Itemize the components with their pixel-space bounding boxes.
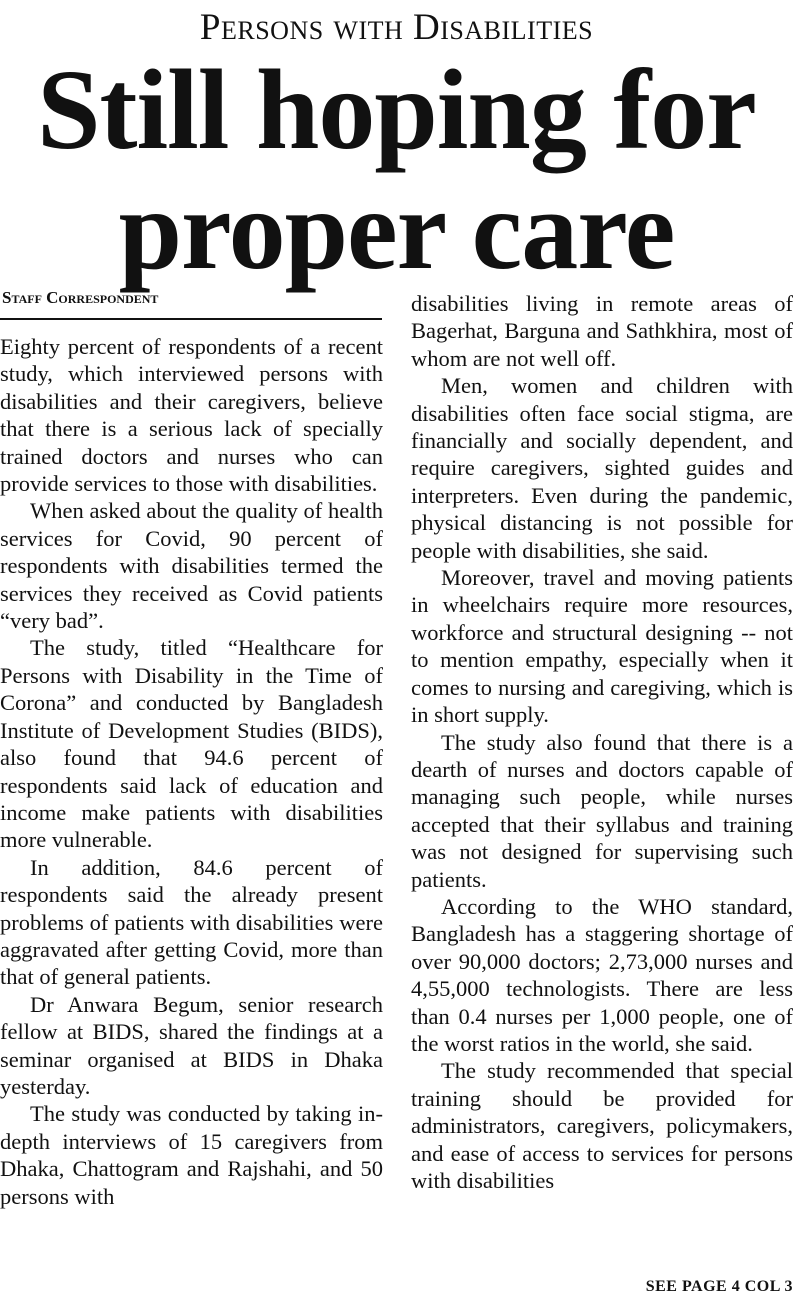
paragraph: The study also found that there is a dearth of nurses and doctors capable of managing such people, while nurses accepted that their syllabus and training was not designed for supervising such patients. [411,729,793,892]
headline-line-2: proper care [118,166,675,293]
paragraph: According to the WHO standard, Bangladesh has a staggering shortage of over 90,000 doctors; 2,73,000 nurses and 4,55,000 technologists. There are less than 0.4 nurses per 1,000 people, one of the worst ratios in the world, she said. [411,893,793,1056]
paragraph: The study recommended that special training should be provided for administrators, caregivers, policymakers, and ease of access to services for persons with disabilities [411,1058,793,1193]
continuation-jump-line: SEE PAGE 4 COL 3 [645,1278,793,1295]
byline-divider [0,318,382,320]
paragraph: Men, women and children with disabilities often face social stigma, are financially and socially dependent, and require caregivers, sighted guides and interpreters. Even during the pandemic, physical distancing is not possible for people with disabilities, she said. [411,373,793,563]
paragraph: When asked about the quality of health services for Covid, 90 percent of respondents with disabilities termed the services they received as Covid patients “very bad”. [0,498,383,634]
paragraph: Moreover, travel and moving patients in wheelchairs require more resources, workforce and structural designing -- not to mention empathy, especially when it comes to nursing and caregiving, which is in short supply. [411,565,793,728]
section-kicker: Persons with Disabilities [199,7,594,48]
paragraph: The study, titled “Healthcare for Persons with Disability in the Time of Corona” and conducted by Bangladesh Institute of Development Studies (BIDS), also found that 94.6 percent of respondents said lack of education and income make patients with disabilities more vulnerable. [0,635,383,853]
paragraph: Dr Anwara Begum, senior research fellow at BIDS, shared the findings at a seminar organised at BIDS in Dhaka yesterday. [0,991,383,1099]
paragraph: Eighty percent of respondents of a recent study, which interviewed persons with disabilities and their caregivers, believe that there is a serious lack of specially trained doctors and nurses who can provide services to those with disabilities. [0,334,383,497]
paragraph: In addition, 84.6 percent of respondents said the already present problems of patients with disabilities were aggravated after getting Covid, more than that of general patients. [0,854,383,990]
headline-line-1: Still hoping for [37,46,756,173]
paragraph: disabilities living in remote areas of Bagerhat, Barguna and Sathkhira, most of whom are not well off. [411,291,793,371]
article-column-right [411,290,793,1275]
paragraph: The study was conducted by taking in-depth interviews of 15 caregivers from Dhaka, Chattogram and Rajshahi, and 50 persons with [0,1101,383,1209]
byline: Staff Correspondent [2,288,159,307]
article-column-left [0,333,383,1293]
headline [0,46,793,293]
